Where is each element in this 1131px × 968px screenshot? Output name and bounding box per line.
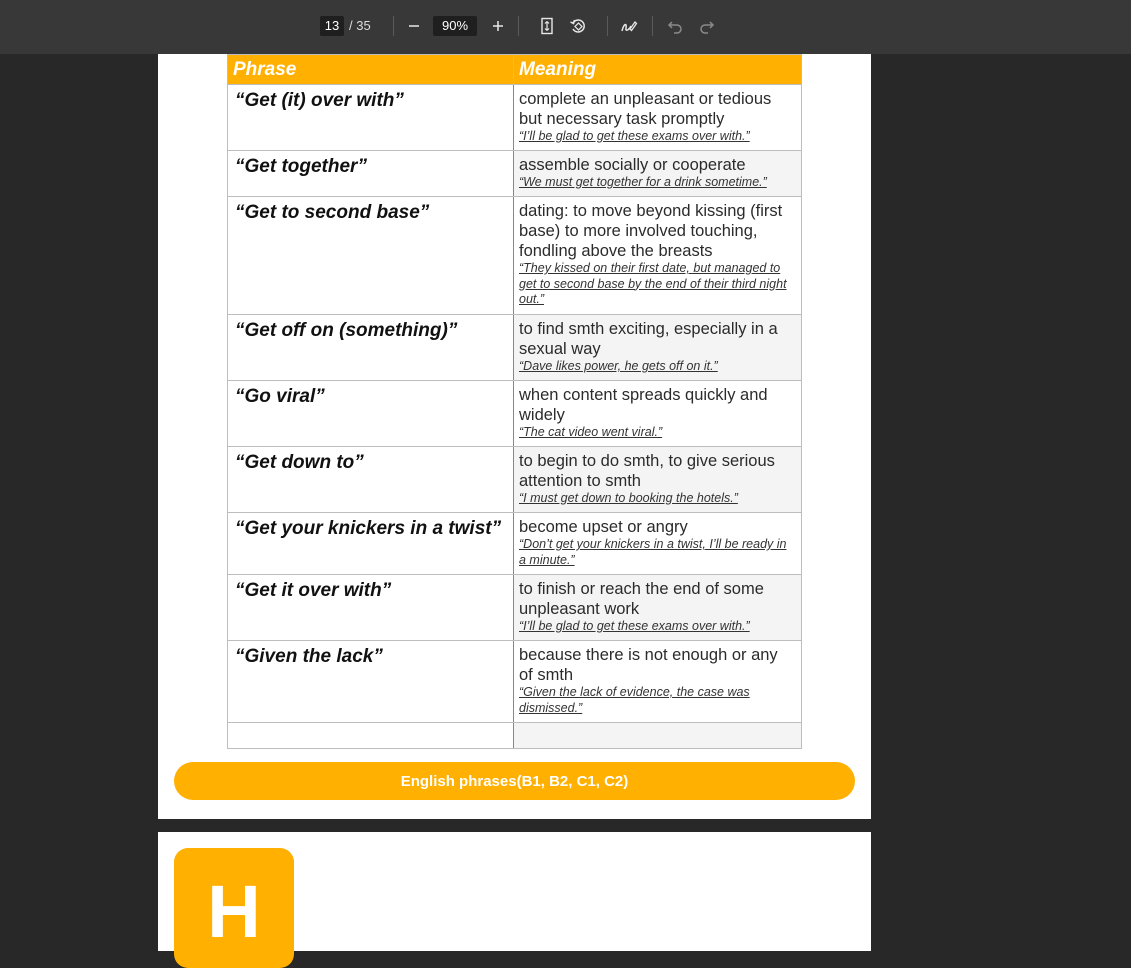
toolbar-divider	[607, 16, 608, 36]
toolbar-divider	[518, 16, 519, 36]
zoom-in-button[interactable]	[487, 15, 509, 37]
zoom-out-button[interactable]	[403, 15, 425, 37]
example-sentence: “We must get together for a drink sometime.”	[519, 175, 767, 189]
table-row	[228, 315, 802, 381]
meaning-cell	[514, 447, 802, 513]
redo-button[interactable]	[696, 15, 718, 37]
meaning-cell	[514, 197, 802, 315]
example-sentence: “I’ll be glad to get these exams over with.”	[519, 129, 750, 143]
meaning-text: to begin to do smth, to give serious attention to smth	[519, 452, 775, 490]
phrase-cell	[228, 723, 514, 749]
meaning-cell	[514, 315, 802, 381]
pdf-page-next	[158, 832, 871, 951]
example-sentence: “They kissed on their first date, but managed to get to second base by the end of their third night out.”	[519, 261, 787, 306]
phrase-cell: “Get down to”	[228, 447, 514, 513]
undo-icon	[667, 18, 683, 34]
meaning-text: to finish or reach the end of some unpleasant work	[519, 580, 764, 618]
undo-button[interactable]	[664, 15, 686, 37]
meaning-cell	[514, 513, 802, 575]
meaning-text: complete an unpleasant or tedious but necessary task promptly	[519, 90, 772, 128]
table-row	[228, 381, 802, 447]
meaning-text: because there is not enough or any of smth	[519, 646, 778, 684]
toolbar-divider	[652, 16, 653, 36]
phrases-table	[227, 54, 802, 749]
meaning-text: assemble socially or cooperate	[519, 156, 746, 174]
fit-page-button[interactable]	[536, 15, 558, 37]
example-sentence: “I must get down to booking the hotels.”	[519, 491, 738, 505]
zoom-level-input[interactable]: 90%	[433, 16, 477, 36]
meaning-cell	[514, 151, 802, 197]
meaning-cell	[514, 641, 802, 723]
meaning-cell	[514, 381, 802, 447]
phrase-cell: “Given the lack”	[228, 641, 514, 723]
meaning-text: to find smth exciting, especially in a sexual way	[519, 320, 778, 358]
pdf-toolbar	[0, 0, 1131, 54]
meaning-text: when content spreads quickly and widely	[519, 386, 768, 424]
meaning-cell	[514, 85, 802, 151]
table-row	[228, 151, 802, 197]
table-row	[228, 197, 802, 315]
rotate-button[interactable]	[567, 15, 589, 37]
toolbar-divider	[393, 16, 394, 36]
redo-icon	[699, 18, 715, 34]
footer-banner: English phrases(B1, B2, C1, C2)	[174, 762, 855, 800]
rotate-icon	[569, 17, 587, 35]
draw-icon	[620, 17, 638, 35]
meaning-text: become upset or angry	[519, 518, 688, 536]
minus-icon	[407, 19, 421, 33]
phrase-cell: “Get to second base”	[228, 197, 514, 315]
example-sentence: “Dave likes power, he gets off on it.”	[519, 359, 718, 373]
phrase-cell: “Get off on (something)”	[228, 315, 514, 381]
phrase-cell: “Get it over with”	[228, 575, 514, 641]
table-row	[228, 447, 802, 513]
table-row	[228, 641, 802, 723]
fit-page-icon	[539, 17, 555, 35]
table-row	[228, 85, 802, 151]
meaning-column-header: Meaning	[514, 55, 802, 85]
meaning-cell	[514, 723, 802, 749]
draw-button[interactable]	[618, 15, 640, 37]
table-row-empty	[228, 723, 802, 749]
meaning-text: dating: to move beyond kissing (first base) to more involved touching, fondling above the breasts	[519, 202, 783, 260]
phrase-cell: “Get your knickers in a twist”	[228, 513, 514, 575]
example-sentence: “Given the lack of evidence, the case was dismissed.”	[519, 685, 750, 715]
example-sentence: “Don’t get your knickers in a twist, I’ll be ready in a minute.”	[519, 537, 787, 567]
table-row	[228, 575, 802, 641]
phrase-cell: “Go viral”	[228, 381, 514, 447]
section-letter-badge: H	[174, 848, 294, 968]
table-row	[228, 513, 802, 575]
meaning-cell	[514, 575, 802, 641]
phrase-column-header: Phrase	[228, 55, 514, 85]
phrase-cell: “Get (it) over with”	[228, 85, 514, 151]
example-sentence: “The cat video went viral.”	[519, 425, 663, 439]
plus-icon	[491, 19, 505, 33]
page-total-label: / 35	[349, 18, 371, 33]
page-number-input[interactable]: 13	[320, 16, 344, 36]
phrase-cell: “Get together”	[228, 151, 514, 197]
example-sentence: “I’ll be glad to get these exams over with.”	[519, 619, 750, 633]
